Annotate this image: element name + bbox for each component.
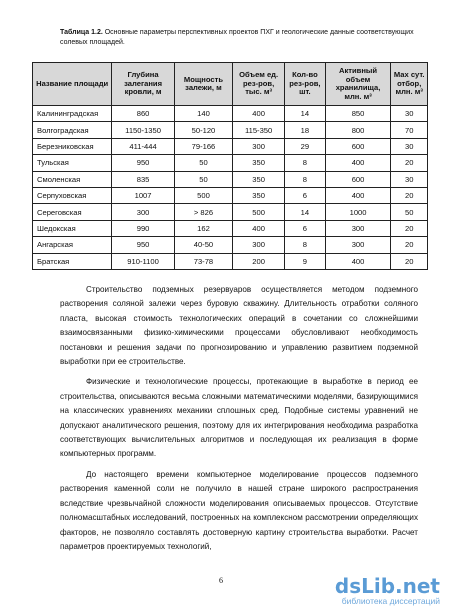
cell-depth: 910-1100 [112,253,175,269]
cell-area-name: Смоленская [33,171,112,187]
cell-unit-volume: 350 [233,155,285,171]
cell-depth: 1150-1350 [112,122,175,138]
cell-active-volume: 400 [325,187,391,203]
cell-max-withdrawal: 20 [391,187,428,203]
caption-text: Основные параметры перспективных проектов ПХГ и геологические данные соответствующих солевых площадей. [60,29,414,46]
cell-max-withdrawal: 30 [391,171,428,187]
page-number: 6 [219,576,223,585]
paragraph-1: Строительство подземных резервуаров осуществляется методом подземного растворения соляной залежи через буровую скважину. Длительность отработки соляного пласта, высокая стоимость технологических операций в сочетании со сложнейшими взаимосвязанными физико-химическими процессами обусловливают необходимость постановки и решения задачи по прогнозированию и управлению развитием подземной выработки при ее строительстве. [60,285,418,367]
cell-reservoir-count: 29 [285,138,326,154]
cell-reservoir-count: 14 [285,106,326,122]
cell-max-withdrawal: 20 [391,155,428,171]
cell-unit-volume: 115-350 [233,122,285,138]
cell-area-name: Березниковская [33,138,112,154]
cell-max-withdrawal: 30 [391,138,428,154]
cell-depth: 990 [112,220,175,236]
cell-active-volume: 600 [325,171,391,187]
cell-depth: 835 [112,171,175,187]
watermark-logo: dsLib.net [334,574,440,598]
header-depth: Глубина залегания кровли, м [112,63,175,106]
cell-depth: 860 [112,106,175,122]
cell-thickness: 40-50 [174,237,232,253]
cell-max-withdrawal: 20 [391,253,428,269]
cell-thickness: 73-78 [174,253,232,269]
cell-area-name: Серпуховская [33,187,112,203]
header-active-volume: Активный объем хранилища, млн. м³ [325,63,391,106]
cell-reservoir-count: 9 [285,253,326,269]
cell-max-withdrawal: 20 [391,220,428,236]
cell-max-withdrawal: 70 [391,122,428,138]
cell-area-name: Ангарская [33,237,112,253]
cell-active-volume: 600 [325,138,391,154]
cell-active-volume: 850 [325,106,391,122]
header-unit-volume: Объем ед. рез-ров, тыс. м³ [233,63,285,106]
table-row [33,237,428,253]
body-text [60,283,418,560]
table-row [33,171,428,187]
cell-unit-volume: 350 [233,187,285,203]
cell-thickness: 140 [174,106,232,122]
table-row [33,122,428,138]
cell-thickness: 50 [174,155,232,171]
cell-max-withdrawal: 30 [391,106,428,122]
cell-area-name: Шедокская [33,220,112,236]
cell-active-volume: 800 [325,122,391,138]
cell-area-name: Братская [33,253,112,269]
header-max-withdrawal: Мах сут. отбор, млн. м³ [391,63,428,106]
cell-reservoir-count: 14 [285,204,326,220]
table-row [33,187,428,203]
table-row [33,204,428,220]
cell-thickness: 79-166 [174,138,232,154]
cell-max-withdrawal: 50 [391,204,428,220]
header-thickness: Мощность залежи, м [174,63,232,106]
cell-reservoir-count: 6 [285,220,326,236]
cell-depth: 300 [112,204,175,220]
header-reservoir-count: Кол-во рез-ров, шт. [285,63,326,106]
watermark [335,576,440,606]
table-body [33,106,428,270]
cell-unit-volume: 300 [233,138,285,154]
cell-area-name: Волгоградская [33,122,112,138]
cell-area-name: Тульская [33,155,112,171]
cell-thickness: 500 [174,187,232,203]
cell-active-volume: 400 [325,253,391,269]
cell-unit-volume: 400 [233,220,285,236]
cell-reservoir-count: 6 [285,187,326,203]
cell-depth: 950 [112,237,175,253]
cell-reservoir-count: 8 [285,155,326,171]
table-row [33,155,428,171]
cell-active-volume: 400 [325,155,391,171]
cell-depth: 950 [112,155,175,171]
cell-thickness: 50-120 [174,122,232,138]
table-row [33,253,428,269]
cell-thickness: 50 [174,171,232,187]
table-row [33,138,428,154]
cell-depth: 1007 [112,187,175,203]
table-caption [60,28,420,48]
cell-depth: 411-444 [112,138,175,154]
cell-max-withdrawal: 20 [391,237,428,253]
paragraph-2: Физические и технологические процессы, протекающие в выработке в период ее строительства, описываются весьма сложными математическими моделями, базирующимися на классических уравнениях механики сплошных сред. Подобные системы уравнений не допускают аналитического решения, поэтому для их интегрирования необходима разработка соответствующих вычислительных алгоритмов и последующая их реализация в форме компьютерных программ. [60,377,418,459]
table-header-row [33,63,428,106]
cell-reservoir-count: 18 [285,122,326,138]
table-row [33,106,428,122]
cell-unit-volume: 200 [233,253,285,269]
cell-active-volume: 300 [325,220,391,236]
caption-label: Таблица 1.2. [60,29,103,36]
paragraph-3: До настоящего времени компьютерное моделирование процессов подземного растворения каменной соли не получило в нашей стране широкого распространения вследствие чрезвычайной сложности моделирования описываемых процессов. Отсутствие полномасштабных исследований, построенных на комплексном рассмотрении определяющих факторов, не позволяло составлять достоверную картину строительства выработки. Расчет параметров проектируемых технологий, [60,469,418,551]
cell-area-name: Калининградская [33,106,112,122]
cell-area-name: Сереговская [33,204,112,220]
cell-unit-volume: 350 [233,171,285,187]
cell-active-volume: 300 [325,237,391,253]
watermark-subtitle: библиотека диссертаций [341,596,440,606]
table-row [33,220,428,236]
parameters-table [32,62,428,270]
cell-reservoir-count: 8 [285,237,326,253]
cell-reservoir-count: 8 [285,171,326,187]
cell-unit-volume: 400 [233,106,285,122]
cell-active-volume: 1000 [325,204,391,220]
cell-thickness: 162 [174,220,232,236]
cell-thickness: > 826 [174,204,232,220]
cell-unit-volume: 300 [233,237,285,253]
header-area-name: Название площади [33,63,112,106]
cell-unit-volume: 500 [233,204,285,220]
